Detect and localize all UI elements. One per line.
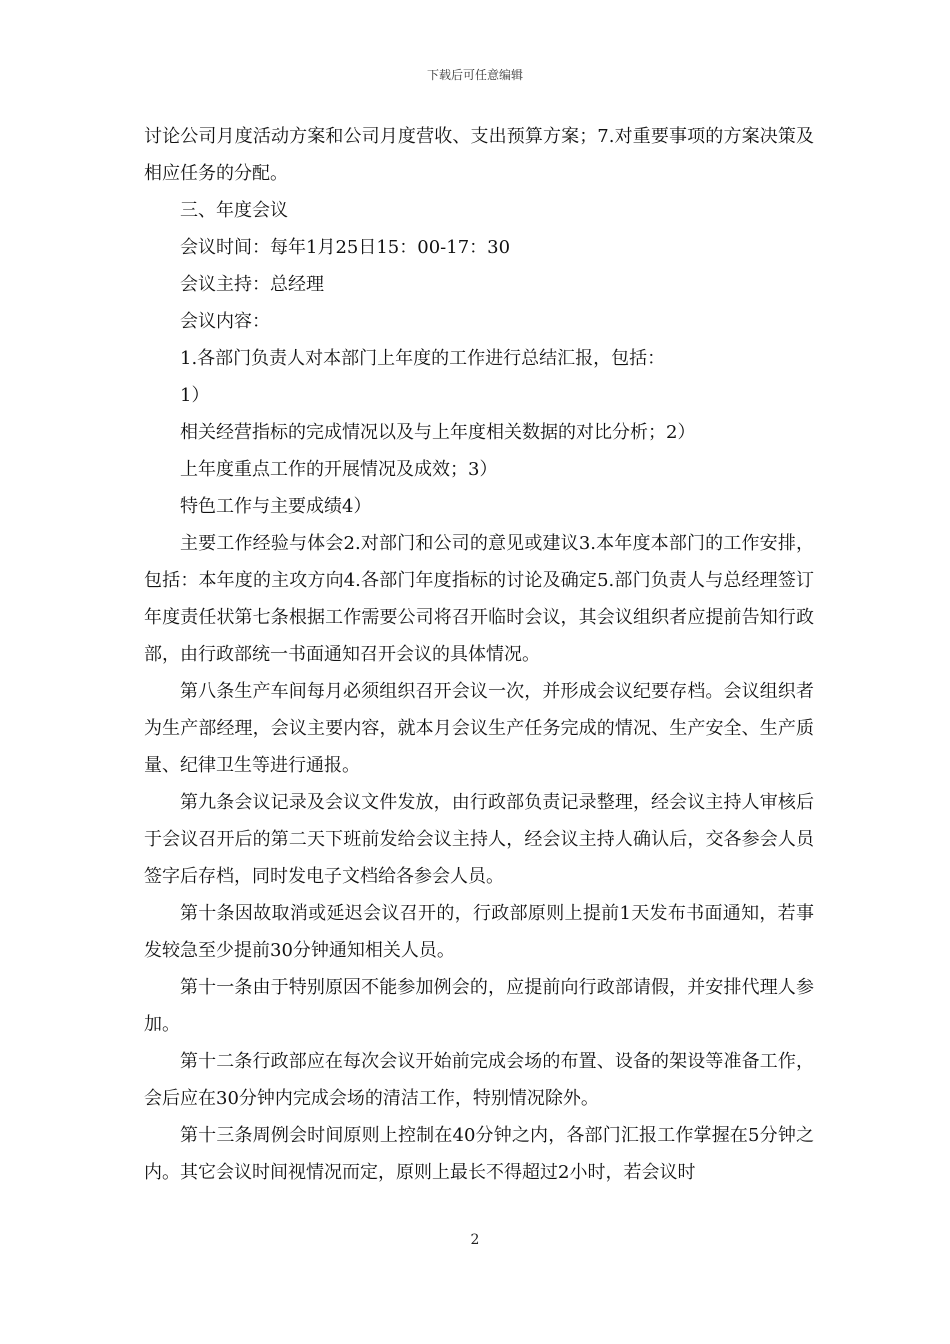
page-header: 下载后可任意编辑 bbox=[426, 68, 523, 82]
paragraph: 主要工作经验与体会2.对部门和公司的意见或建议3.本年度本部门的工作安排，包括：本年度的主攻方向4.各部门年度指标的讨论及确定5.部门负责人与总经理签订年度责任状第七条根据工作需要公司将召开临时会议，其会议组织者应提前告知行政部，由行政部统一书面通知召开会议的具体情况。 bbox=[144, 533, 814, 665]
paragraph: 第十一条由于特别原因不能参加例会的，应提前向行政部请假，并安排代理人参加。 bbox=[144, 977, 814, 1035]
section-heading: 三、年度会议 bbox=[180, 200, 288, 221]
document-body bbox=[144, 118, 814, 1191]
paragraph: 第十二条行政部应在每次会议开始前完成会场的布置、设备的架设等准备工作，会后应在30分钟内完成会场的清洁工作，特别情况除外。 bbox=[144, 1051, 814, 1109]
paragraph: 1） bbox=[180, 385, 210, 406]
paragraph: 会议时间：每年1月25日15：00-17：30 bbox=[180, 237, 511, 258]
paragraph: 第八条生产车间每月必须组织召开会议一次，并形成会议纪要存档。会议组织者为生产部经理，会议主要内容，就本月会议生产任务完成的情况、生产安全、生产质量、纪律卫生等进行通报。 bbox=[144, 681, 814, 776]
paragraph: 会议主持：总经理 bbox=[180, 274, 324, 295]
paragraph: 1.各部门负责人对本部门上年度的工作进行总结汇报，包括： bbox=[180, 348, 666, 369]
paragraph: 特色工作与主要成绩4） bbox=[180, 496, 372, 517]
paragraph: 第十条因故取消或延迟会议召开的，行政部原则上提前1天发布书面通知，若事发较急至少提前30分钟通知相关人员。 bbox=[144, 903, 814, 961]
paragraph: 讨论公司月度活动方案和公司月度营收、支出预算方案；7.对重要事项的方案决策及相应任务的分配。 bbox=[144, 126, 814, 184]
paragraph: 上年度重点工作的开展情况及成效；3） bbox=[180, 459, 498, 480]
paragraph: 会议内容： bbox=[180, 311, 270, 332]
paragraph: 第十三条周例会时间原则上控制在40分钟之内，各部门汇报工作掌握在5分钟之内。其它会议时间视情况而定，原则上最长不得超过2小时，若会议时 bbox=[144, 1125, 814, 1183]
paragraph: 第九条会议记录及会议文件发放，由行政部负责记录整理，经会议主持人审核后于会议召开后的第二天下班前发给会议主持人，经会议主持人确认后，交各参会人员签字后存档，同时发电子文档给各参会人员。 bbox=[144, 792, 814, 887]
page-number: 2 bbox=[470, 1232, 480, 1248]
paragraph: 相关经营指标的完成情况以及与上年度相关数据的对比分析；2） bbox=[180, 422, 696, 443]
